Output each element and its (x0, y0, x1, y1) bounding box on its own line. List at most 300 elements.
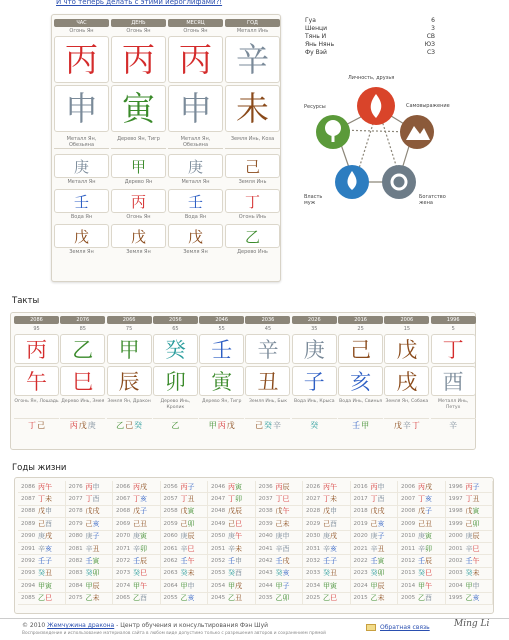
takt-hidden-stems (384, 418, 429, 431)
year-branch: 巳 (235, 519, 242, 528)
year-cell[interactable] (303, 555, 351, 567)
year-cell[interactable] (161, 481, 209, 493)
year-number: 2078 (68, 508, 83, 515)
takt-branch[interactable]: 酉 (431, 366, 476, 396)
takt-age: 55 (218, 326, 225, 332)
year-stem: 甲 (38, 581, 45, 590)
takt-hidden-stem: 甲 (361, 420, 370, 430)
year-stem: 甲 (418, 581, 425, 590)
pillar-divider (111, 148, 166, 152)
year-cell[interactable] (18, 555, 66, 567)
logo: Ming Li (454, 619, 490, 629)
year-cell[interactable] (66, 506, 114, 518)
year-cell[interactable] (256, 493, 304, 505)
takt-stem[interactable]: 己 (338, 334, 383, 364)
year-cell[interactable] (446, 506, 494, 518)
year-cell[interactable] (161, 506, 209, 518)
year-pillar (38, 494, 52, 504)
year-cell[interactable] (113, 543, 161, 555)
year-number: 2036 (258, 483, 273, 490)
takt-label: Металл Инь, Петух (438, 399, 469, 410)
feedback-label: Обратная связь (380, 624, 430, 631)
year-stem: 庚 (133, 532, 140, 541)
year-cell[interactable] (398, 593, 446, 605)
year-cell[interactable] (18, 493, 66, 505)
takt-year-header: 2086 (14, 316, 59, 324)
year-pillar (228, 556, 242, 566)
year-pillar (466, 593, 480, 603)
year-cell[interactable] (303, 506, 351, 518)
takty-card (10, 312, 476, 450)
takt-branch[interactable]: 丑 (245, 366, 290, 396)
year-cell[interactable] (208, 568, 256, 580)
year-stem: 庚 (465, 532, 473, 541)
top-help-link[interactable]: И что теперь делать с этими иероглифами?! (56, 0, 223, 6)
year-branch: 亥 (140, 495, 147, 504)
pillar-stem-label: Огонь Ян (183, 28, 208, 34)
year-pillar (133, 494, 147, 504)
year-cell[interactable] (18, 543, 66, 555)
gua-row (305, 49, 435, 57)
gua-key: Тянь И (305, 33, 327, 40)
year-stem: 乙 (38, 594, 45, 603)
year-cell[interactable] (161, 580, 209, 592)
year-pillar (133, 506, 147, 516)
takt-hidden-stem: 丙 (217, 420, 226, 430)
takt-stem[interactable]: 丙 (14, 334, 59, 364)
gua-table (305, 17, 435, 57)
year-branch: 巳 (425, 569, 432, 578)
takt-stem[interactable]: 壬 (199, 334, 244, 364)
year-cell[interactable] (208, 531, 256, 543)
year-cell[interactable] (446, 518, 494, 530)
pillar-hidden-stem: 壬 (54, 189, 109, 213)
year-pillar (323, 581, 337, 591)
year-branch: 午 (282, 507, 290, 516)
year-number: 2052 (211, 558, 226, 565)
year-stem: 戊 (418, 507, 425, 516)
year-pillar (86, 593, 100, 603)
year-cell[interactable] (18, 593, 66, 605)
year-cell[interactable] (161, 493, 209, 505)
year-stem: 丁 (465, 495, 473, 504)
takt-age: 95 (33, 326, 40, 332)
year-cell[interactable] (66, 593, 114, 605)
year-cell[interactable] (161, 568, 209, 580)
year-stem: 乙 (228, 594, 235, 603)
year-cell[interactable] (113, 531, 161, 543)
year-branch: 辰 (140, 557, 147, 566)
year-cell[interactable] (208, 518, 256, 530)
pillar-stem[interactable]: 辛 (225, 36, 280, 83)
takt-branch[interactable]: 寅 (199, 366, 244, 396)
year-number: 2023 (353, 570, 368, 577)
year-stem: 丁 (370, 495, 378, 504)
diagram-label-top: Личность, друзья (348, 75, 395, 81)
year-number: 2050 (211, 533, 226, 540)
takt-hidden-stem: 乙 (116, 420, 125, 430)
year-branch: 未 (330, 495, 337, 504)
takt-year-header: 1996 (431, 316, 476, 324)
gua-key: Янь Нянь (305, 41, 335, 48)
year-branch: 戌 (330, 532, 337, 541)
year-cell[interactable] (256, 506, 304, 518)
year-branch: 亥 (45, 544, 52, 553)
pillar-branch[interactable]: 寅 (111, 85, 166, 132)
takt-stem[interactable]: 丁 (431, 334, 476, 364)
year-pillar (323, 482, 337, 492)
year-pillar (228, 544, 242, 554)
year-number: 2039 (258, 520, 273, 527)
footer (0, 618, 509, 640)
year-number: 2044 (258, 582, 273, 589)
pillar-hidden-label: Земля Ян (183, 249, 208, 255)
year-stem: 壬 (180, 557, 188, 566)
year-branch: 子 (92, 532, 100, 541)
year-number: 2033 (306, 570, 321, 577)
year-number: 2062 (163, 558, 178, 565)
year-branch: 子 (45, 557, 52, 566)
year-cell[interactable] (256, 568, 304, 580)
year-cell[interactable] (446, 593, 494, 605)
year-pillar (276, 482, 290, 492)
year-number: 2045 (211, 595, 226, 602)
year-pillar (181, 556, 195, 566)
year-number: 2034 (306, 582, 321, 589)
year-cell[interactable] (256, 555, 304, 567)
year-pillar (133, 568, 147, 578)
takt-hidden-stem: 癸 (134, 420, 143, 430)
takt-stem[interactable]: 甲 (107, 334, 152, 364)
year-cell[interactable] (446, 568, 494, 580)
year-number: 1995 (448, 595, 463, 602)
year-stem: 乙 (85, 594, 93, 603)
year-branch: 酉 (330, 519, 337, 528)
year-cell[interactable] (446, 555, 494, 567)
year-cell[interactable] (161, 543, 209, 555)
year-cell[interactable] (161, 518, 209, 530)
year-stem: 乙 (465, 594, 473, 603)
takt-hidden-stems (199, 418, 244, 431)
year-cell[interactable] (161, 555, 209, 567)
year-pillar (133, 482, 147, 492)
year-cell[interactable] (303, 568, 351, 580)
year-cell[interactable] (446, 531, 494, 543)
year-cell[interactable] (208, 580, 256, 592)
year-number: 2082 (68, 558, 83, 565)
year-pillar (418, 581, 432, 591)
year-cell[interactable] (18, 506, 66, 518)
year-cell[interactable] (398, 518, 446, 530)
year-cell[interactable] (351, 593, 399, 605)
year-number: 1998 (448, 508, 463, 515)
year-cell[interactable] (208, 506, 256, 518)
year-cell[interactable] (303, 518, 351, 530)
year-cell[interactable] (208, 593, 256, 605)
year-pillar (323, 519, 337, 529)
takt-branch[interactable]: 午 (14, 366, 59, 396)
year-cell[interactable] (113, 593, 161, 605)
year-cell[interactable] (351, 506, 399, 518)
year-cell[interactable] (398, 555, 446, 567)
year-cell[interactable] (398, 543, 446, 555)
year-number: 2053 (211, 570, 226, 577)
year-cell[interactable] (113, 493, 161, 505)
footer-site-link[interactable]: Жемчужина дракона (47, 622, 115, 629)
year-number: 2026 (306, 483, 321, 490)
takt-stem[interactable]: 庚 (292, 334, 337, 364)
year-pillar (86, 556, 100, 566)
year-stem: 壬 (228, 557, 235, 566)
year-branch: 丑 (140, 519, 147, 528)
takt-hidden-stems (245, 418, 290, 431)
takt-stem[interactable]: 戊 (384, 334, 429, 364)
year-cell[interactable] (398, 531, 446, 543)
year-branch: 未 (187, 569, 195, 578)
year-cell[interactable] (256, 481, 304, 493)
pillar-hidden-stem: 戊 (168, 224, 223, 248)
year-branch: 子 (425, 507, 432, 516)
year-pillar (276, 506, 290, 516)
year-cell[interactable] (256, 580, 304, 592)
year-number: 2058 (163, 508, 178, 515)
year-pillar (276, 581, 290, 591)
year-number: 2002 (448, 558, 463, 565)
pillar-branch-label: Земля Инь, Коза (230, 136, 275, 142)
year-cell[interactable] (351, 493, 399, 505)
year-pillar (181, 544, 195, 554)
year-cell[interactable] (66, 518, 114, 530)
gua-key: Шенци (305, 25, 328, 32)
year-stem: 辛 (133, 544, 140, 553)
year-cell[interactable] (398, 580, 446, 592)
year-number: 2022 (353, 558, 368, 565)
takt-hidden-stem: 丁 (28, 420, 36, 430)
pillar-hidden-stem: 戊 (111, 224, 166, 248)
year-branch: 申 (472, 581, 480, 590)
takt-branch[interactable]: 戌 (384, 366, 429, 396)
year-cell[interactable] (113, 518, 161, 530)
year-cell[interactable] (398, 506, 446, 518)
year-cell[interactable] (351, 555, 399, 567)
year-pillar (38, 506, 52, 516)
takt-stem[interactable]: 辛 (245, 334, 290, 364)
year-number: 2038 (258, 508, 273, 515)
year-number: 2071 (116, 545, 131, 552)
takt-hidden-stem: 己 (125, 420, 134, 430)
year-cell[interactable] (18, 481, 66, 493)
year-cell[interactable] (161, 593, 209, 605)
year-cell[interactable] (113, 506, 161, 518)
year-stem: 戊 (85, 507, 93, 516)
year-cell[interactable] (18, 518, 66, 530)
year-cell[interactable] (66, 531, 114, 543)
year-cell[interactable] (398, 493, 446, 505)
year-number: 2066 (116, 483, 131, 490)
takt-label: Дерево Ян, Тигр (202, 399, 242, 404)
year-branch: 亥 (425, 495, 432, 504)
pillar-divider (168, 148, 223, 152)
year-stem: 辛 (370, 544, 378, 553)
year-branch: 戌 (235, 581, 242, 590)
feedback-link[interactable] (366, 624, 430, 631)
year-cell[interactable] (66, 568, 114, 580)
year-pillar (133, 556, 147, 566)
year-number: 2067 (116, 496, 131, 503)
year-stem: 辛 (275, 544, 283, 553)
year-cell[interactable] (161, 531, 209, 543)
takt-hidden-stem: 癸 (310, 420, 319, 430)
year-stem: 癸 (323, 569, 330, 578)
year-cell[interactable] (398, 481, 446, 493)
year-cell[interactable] (256, 518, 304, 530)
year-cell[interactable] (303, 481, 351, 493)
year-pillar (418, 531, 432, 541)
year-branch: 酉 (140, 594, 147, 603)
year-cell[interactable] (256, 543, 304, 555)
pillar-stem[interactable]: 丙 (111, 36, 166, 83)
year-stem: 癸 (275, 569, 283, 578)
year-cell[interactable] (303, 593, 351, 605)
year-stem: 壬 (370, 557, 378, 566)
year-cell[interactable] (208, 493, 256, 505)
takt-branch[interactable]: 亥 (338, 366, 383, 396)
year-stem: 辛 (418, 544, 425, 553)
year-cell[interactable] (113, 580, 161, 592)
year-cell[interactable] (446, 481, 494, 493)
year-pillar (228, 519, 242, 529)
year-stem: 癸 (418, 569, 425, 578)
year-cell[interactable] (18, 531, 66, 543)
year-number: 2057 (163, 496, 178, 503)
year-branch: 寅 (377, 557, 385, 566)
year-branch: 巳 (187, 544, 195, 553)
takt-year-header: 2076 (60, 316, 105, 324)
year-stem: 庚 (418, 532, 425, 541)
year-cell[interactable] (113, 481, 161, 493)
year-cell[interactable] (208, 555, 256, 567)
years-grid (18, 481, 493, 605)
year-branch: 丑 (92, 544, 100, 553)
takt-stem[interactable]: 乙 (60, 334, 105, 364)
year-cell[interactable] (446, 580, 494, 592)
year-number: 2093 (21, 570, 36, 577)
year-cell[interactable] (113, 568, 161, 580)
year-cell[interactable] (256, 531, 304, 543)
year-cell[interactable] (303, 493, 351, 505)
year-pillar (466, 519, 480, 529)
year-branch: 戌 (92, 507, 100, 516)
year-pillar (418, 544, 432, 554)
takt-branch[interactable]: 辰 (107, 366, 152, 396)
year-cell[interactable] (66, 543, 114, 555)
year-number: 1997 (448, 496, 463, 503)
year-stem: 己 (85, 519, 93, 528)
year-cell[interactable] (18, 568, 66, 580)
year-cell[interactable] (351, 568, 399, 580)
pillar-branch[interactable]: 申 (54, 85, 109, 132)
pillar-branch[interactable]: 申 (168, 85, 223, 132)
year-pillar (86, 519, 100, 529)
takt-year-header: 2006 (384, 316, 429, 324)
year-pillar (86, 581, 100, 591)
year-number: 2046 (211, 483, 226, 490)
takt-branch[interactable]: 子 (292, 366, 337, 396)
year-number: 2031 (306, 545, 321, 552)
year-cell[interactable] (446, 493, 494, 505)
year-number: 2007 (401, 496, 416, 503)
year-branch: 卯 (140, 544, 147, 553)
year-cell[interactable] (398, 568, 446, 580)
gua-value: СЗ (426, 49, 435, 56)
year-number: 2024 (353, 582, 368, 589)
year-pillar (133, 519, 147, 529)
year-branch: 午 (330, 482, 337, 491)
year-cell[interactable] (351, 481, 399, 493)
year-cell[interactable] (446, 543, 494, 555)
year-stem: 庚 (180, 532, 188, 541)
takt-year-header: 2026 (292, 316, 337, 324)
year-cell[interactable] (18, 580, 66, 592)
year-cell[interactable] (66, 493, 114, 505)
takt-hidden-stem: 乙 (171, 420, 180, 430)
year-branch: 子 (377, 532, 385, 541)
year-cell[interactable] (351, 580, 399, 592)
year-cell[interactable] (351, 531, 399, 543)
year-branch: 子 (187, 482, 195, 491)
year-stem: 戊 (275, 507, 283, 516)
takt-hidden-stem: 戊 (226, 420, 235, 430)
diagram-label-right: Самовыражение (406, 103, 450, 109)
takt-stem[interactable]: 癸 (153, 334, 198, 364)
year-number: 2018 (353, 508, 368, 515)
year-cell[interactable] (256, 593, 304, 605)
year-branch: 卯 (472, 519, 480, 528)
takt-branch[interactable]: 巳 (60, 366, 105, 396)
year-pillar (133, 593, 147, 603)
year-stem: 壬 (38, 557, 45, 566)
year-cell[interactable] (351, 518, 399, 530)
year-cell[interactable] (66, 555, 114, 567)
year-stem: 丙 (275, 482, 283, 491)
year-cell[interactable] (303, 580, 351, 592)
year-stem: 丁 (180, 495, 188, 504)
pillar-branch[interactable]: 未 (225, 85, 280, 132)
year-number: 2030 (306, 533, 321, 540)
takt-label: Огонь Ян, Лошадь (14, 399, 59, 404)
year-cell[interactable] (208, 481, 256, 493)
year-cell[interactable] (66, 580, 114, 592)
year-cell[interactable] (351, 543, 399, 555)
pillar-header: ДЕНЬ (111, 19, 166, 27)
year-cell[interactable] (303, 531, 351, 543)
pillar-stem[interactable]: 丙 (168, 36, 223, 83)
year-stem: 甲 (275, 581, 283, 590)
year-branch: 申 (282, 532, 290, 541)
year-stem: 乙 (370, 594, 378, 603)
year-pillar (276, 531, 290, 541)
year-cell[interactable] (113, 555, 161, 567)
year-cell[interactable] (66, 481, 114, 493)
pillar-stem[interactable]: 丙 (54, 36, 109, 83)
year-pillar (371, 482, 385, 492)
takt-branch[interactable]: 卯 (153, 366, 198, 396)
year-cell[interactable] (208, 543, 256, 555)
year-cell[interactable] (303, 543, 351, 555)
pillar-hidden-stem: 庚 (168, 154, 223, 178)
year-pillar (323, 494, 337, 504)
gua-key: Фу Вэй (305, 49, 327, 56)
